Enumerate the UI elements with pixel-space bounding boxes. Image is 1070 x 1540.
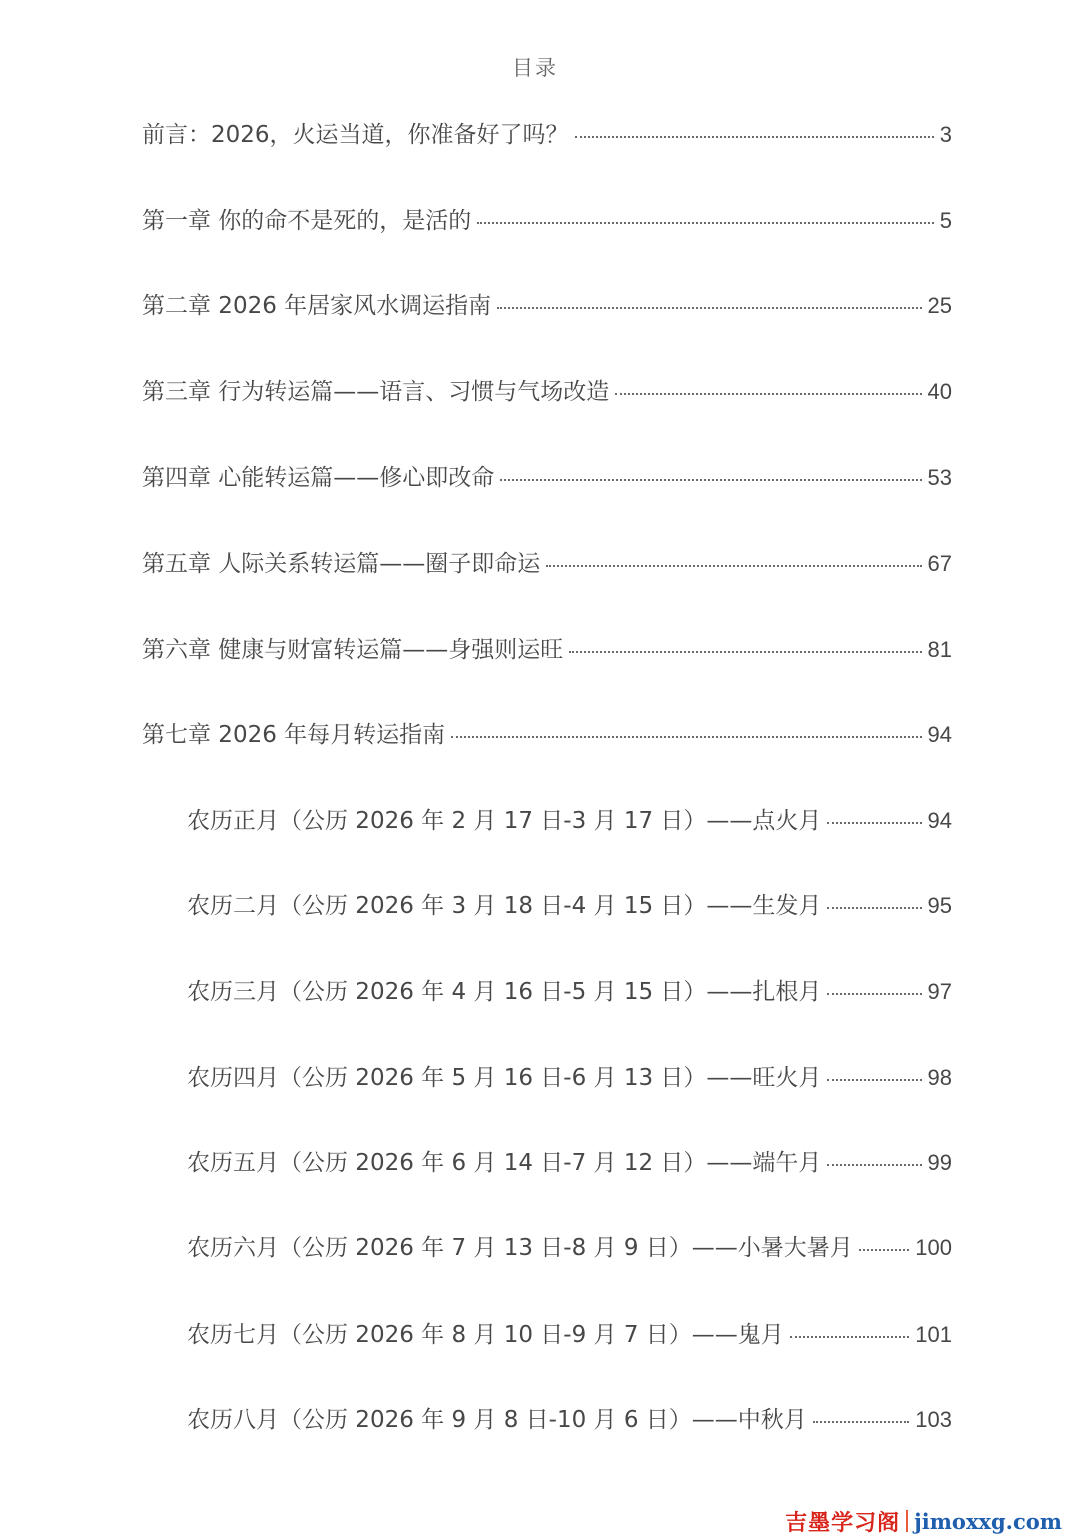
toc-entry-label: 农历三月（公历 2026 年 4 月 16 日-5 月 15 日）——扎根月 <box>187 979 822 1005</box>
toc-entry-label: 第一章 你的命不是死的，是活的 <box>142 208 472 234</box>
toc-entry-chapter-4[interactable] <box>142 461 952 495</box>
dot-leader <box>615 393 921 395</box>
toc-page-number: 97 <box>927 979 952 1004</box>
toc-entry-chapter-7[interactable] <box>142 718 952 752</box>
toc-entry-label: 农历六月（公历 2026 年 7 月 13 日-8 月 9 日）——小暑大暑月 <box>187 1235 853 1261</box>
toc-page-number: 103 <box>915 1407 952 1432</box>
toc-page-number: 40 <box>927 379 952 404</box>
toc-page-number: 101 <box>915 1322 952 1347</box>
toc-entry-label: 第五章 人际关系转运篇——圈子即命运 <box>142 551 541 577</box>
watermark-divider <box>906 1510 908 1532</box>
dot-leader <box>497 307 921 309</box>
toc-entry-label: 农历四月（公历 2026 年 5 月 16 日-6 月 13 日）——旺火月 <box>187 1065 822 1091</box>
toc-entry-label: 第六章 健康与财富转运篇——身强则运旺 <box>142 637 564 663</box>
toc-subentry-month-8[interactable] <box>187 1403 952 1437</box>
toc-entry-label: 前言：2026，火运当道，你准备好了吗？ <box>142 122 569 148</box>
dot-leader <box>575 136 934 138</box>
toc-entry-label: 第四章 心能转运篇——修心即改命 <box>142 465 495 491</box>
toc-entry-chapter-6[interactable] <box>142 633 952 667</box>
toc-subentry-month-4[interactable] <box>187 1061 952 1095</box>
dot-leader <box>451 736 921 738</box>
dot-leader <box>569 651 921 653</box>
toc-entry-label: 第七章 2026 年每月转运指南 <box>142 722 446 748</box>
watermark <box>785 1504 1062 1538</box>
toc-entry-chapter-2[interactable] <box>142 289 952 323</box>
toc-entry-chapter-5[interactable] <box>142 547 952 581</box>
toc-page-number: 25 <box>927 293 952 318</box>
toc-subentry-month-2[interactable] <box>187 889 952 923</box>
toc-page-number: 99 <box>927 1150 952 1175</box>
toc-page-number: 81 <box>927 637 952 662</box>
dot-leader <box>827 1079 921 1081</box>
dot-leader <box>827 907 921 909</box>
dot-leader <box>827 1164 921 1166</box>
toc-entry-label: 农历五月（公历 2026 年 6 月 14 日-7 月 12 日）——端午月 <box>187 1150 822 1176</box>
toc-page-number: 3 <box>939 122 952 147</box>
page-title: 目录 <box>512 56 558 80</box>
toc-subentry-month-1[interactable] <box>187 804 952 838</box>
toc-entry-chapter-1[interactable] <box>142 204 952 238</box>
toc-page-number: 5 <box>939 208 952 233</box>
toc-page-number: 100 <box>915 1235 952 1260</box>
toc-page-number: 94 <box>927 808 952 833</box>
toc-page-number: 67 <box>927 551 952 576</box>
toc-entry-chapter-3[interactable] <box>142 375 952 409</box>
dot-leader <box>827 993 921 995</box>
watermark-name: 吉墨学习阁 <box>785 1509 901 1536</box>
dot-leader <box>477 222 933 224</box>
dot-leader <box>827 822 921 824</box>
watermark-domain: jimoxxg.com <box>914 1508 1062 1534</box>
toc-entry-label: 农历七月（公历 2026 年 8 月 10 日-9 月 7 日）——鬼月 <box>187 1322 784 1348</box>
dot-leader <box>546 565 921 567</box>
toc-entry-label: 农历正月（公历 2026 年 2 月 17 日-3 月 17 日）——点火月 <box>187 808 822 834</box>
toc-page-number: 94 <box>927 722 952 747</box>
toc-entry-label: 第二章 2026 年居家风水调运指南 <box>142 293 492 319</box>
dot-leader <box>813 1421 909 1423</box>
dot-leader <box>500 479 921 481</box>
toc-entry-label: 农历二月（公历 2026 年 3 月 18 日-4 月 15 日）——生发月 <box>187 893 822 919</box>
toc-page-number: 53 <box>927 465 952 490</box>
dot-leader <box>859 1249 909 1251</box>
dot-leader <box>790 1336 909 1338</box>
toc-entry-label: 农历八月（公历 2026 年 9 月 8 日-10 月 6 日）——中秋月 <box>187 1407 807 1433</box>
toc-entry-preface[interactable] <box>142 118 952 152</box>
toc-page-number: 98 <box>927 1065 952 1090</box>
toc-subentry-month-3[interactable] <box>187 975 952 1009</box>
toc-subentry-month-5[interactable] <box>187 1146 952 1180</box>
toc-subentry-month-7[interactable] <box>187 1318 952 1352</box>
toc-page-number: 95 <box>927 893 952 918</box>
toc-subentry-month-6[interactable] <box>187 1231 952 1265</box>
toc-entry-label: 第三章 行为转运篇——语言、习惯与气场改造 <box>142 379 610 405</box>
